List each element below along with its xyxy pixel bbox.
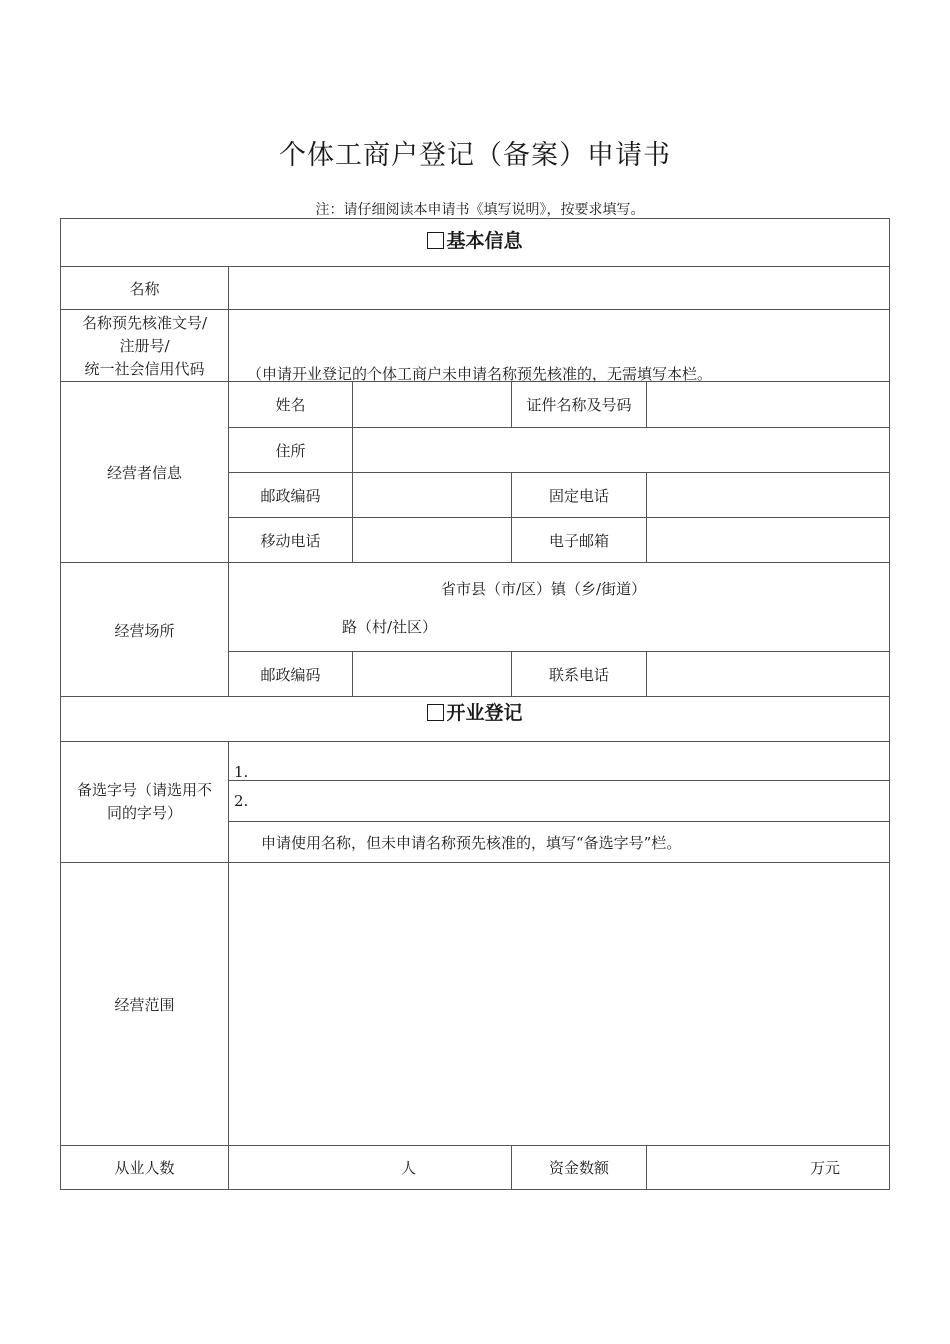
code-label-line3: 统一社会信用代码 [84, 360, 205, 378]
operator-postcode-label: 邮政编码 [260, 487, 321, 505]
address-label: 住所 [275, 442, 306, 460]
premises-label: 经营场所 [114, 622, 175, 640]
alt-name-1-index: 1. [234, 763, 249, 781]
email-label: 电子邮箱 [548, 532, 609, 550]
scope-field[interactable] [229, 863, 889, 1145]
premises-address-line2: 路（村/社区） [342, 618, 438, 636]
phone-field[interactable] [647, 473, 889, 517]
id-field[interactable] [647, 382, 889, 427]
phone-label: 固定电话 [548, 487, 609, 505]
alt-names-label-line2: 同的字号） [106, 804, 182, 822]
capital-field[interactable] [647, 1146, 807, 1189]
operator-name-field[interactable] [353, 382, 511, 427]
alt-names-hint: 申请使用名称，但未申请名称预先核准的，填写“备选字号”栏。 [261, 834, 682, 852]
row-divider [228, 821, 890, 822]
capital-label: 资金数额 [548, 1159, 609, 1177]
operator-name-label: 姓名 [275, 396, 306, 414]
code-label [61, 312, 228, 381]
table-border-bottom [60, 1189, 890, 1190]
operator-postcode-field[interactable] [353, 473, 511, 517]
scope-label: 经营范围 [114, 996, 175, 1014]
table-border-right [889, 218, 890, 1190]
row-divider [60, 696, 890, 697]
id-label: 证件名称及号码 [526, 396, 632, 414]
premises-postcode-label: 邮政编码 [260, 666, 321, 684]
address-field[interactable] [353, 428, 889, 472]
premises-address-line1: 省市县（市/区）镇（乡/街道） [441, 580, 647, 598]
alt-name-1-field[interactable] [250, 742, 889, 780]
name-field[interactable] [229, 267, 889, 309]
contact-field[interactable] [647, 652, 889, 696]
alt-name-2-field[interactable] [250, 781, 889, 821]
page-title: 个体工商户登记（备案）申请书 [279, 140, 671, 171]
section-basic-info-label: 基本信息 [446, 230, 523, 252]
employees-unit: 人 [401, 1159, 417, 1177]
employees-label: 从业人数 [114, 1159, 175, 1177]
mobile-label: 移动电话 [260, 532, 321, 550]
operator-label: 经营者信息 [106, 464, 182, 482]
code-label-line2: 注册号/ [119, 337, 170, 355]
email-field[interactable] [647, 518, 889, 562]
alt-names-label-line1: 备选字号（请选用不 [76, 781, 212, 799]
code-label-line1: 名称预先核准文号/ [81, 314, 208, 332]
employees-field[interactable] [229, 1146, 399, 1189]
checkbox-basic-info[interactable] [427, 232, 444, 249]
mobile-field[interactable] [353, 518, 511, 562]
section-basic-info[interactable] [61, 228, 889, 254]
checkbox-opening[interactable] [427, 704, 444, 721]
table-border-top [60, 218, 890, 219]
premises-postcode-field[interactable] [353, 652, 511, 696]
alt-name-2-index: 2. [234, 792, 249, 810]
fill-note: 注：请仔细阅读本申请书《填写说明》，按要求填写。 [315, 202, 645, 218]
capital-unit: 万元 [810, 1159, 841, 1177]
section-opening-label: 开业登记 [446, 702, 523, 724]
code-hint: （申请开业登记的个体工商户未申请名称预先核准的，无需填写本栏。 [247, 365, 713, 383]
alt-names-label [61, 779, 228, 825]
premises-address-field[interactable] [229, 563, 889, 651]
code-field[interactable] [229, 310, 889, 360]
section-opening[interactable] [61, 700, 889, 726]
name-label: 名称 [129, 280, 160, 298]
contact-label: 联系电话 [548, 666, 609, 684]
